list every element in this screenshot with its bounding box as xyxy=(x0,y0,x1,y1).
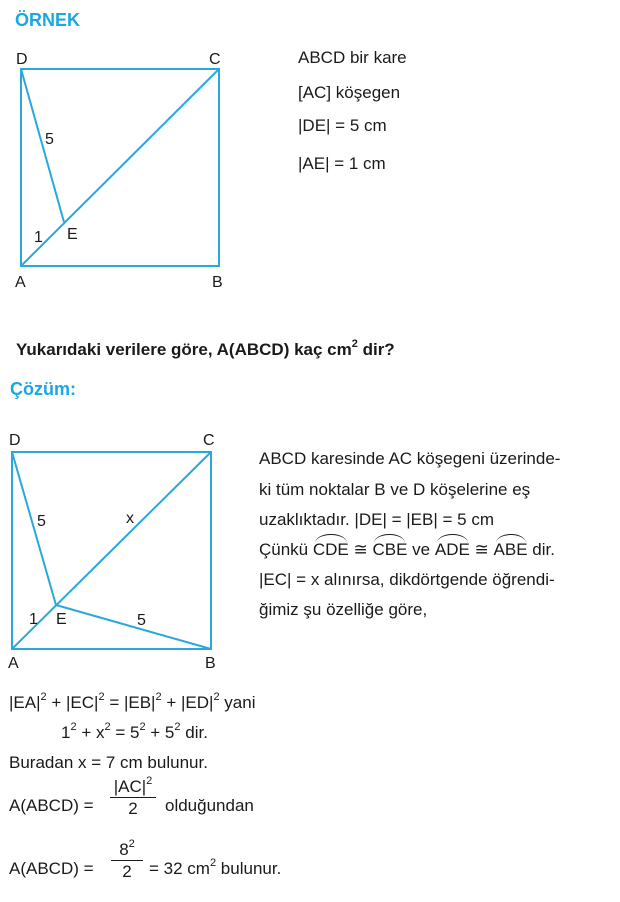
length-eb-label: 5 xyxy=(137,612,146,629)
figure-2-square xyxy=(0,425,250,675)
explanation-line-5: |EC| = x alınırsa, dikdörtgende öğrendi- xyxy=(259,570,555,589)
angle-cbe: CBE xyxy=(372,540,408,559)
segment-de xyxy=(12,452,56,605)
explanation-line-4: Çünkü CDE ≅ CBE ve ADE ≅ ABE dir. xyxy=(259,540,555,559)
equation-substitution: $1^2 + x^2 = 5^2 + 5^2$ dir. xyxy=(61,721,208,742)
equation-result-x: Buradan x = 7 cm bulunur. xyxy=(9,753,208,772)
diagonal-ac xyxy=(12,452,211,649)
length-ae-label: 1 xyxy=(29,611,38,628)
area-result-fraction: $8^2$ 2 xyxy=(111,840,143,883)
vertex-b-label: B xyxy=(205,655,216,672)
vertex-d-label: D xyxy=(9,432,21,449)
length-de-label: 5 xyxy=(37,513,46,530)
vertex-c-label: C xyxy=(209,51,221,68)
area-formula-lhs: A(ABCD) = xyxy=(9,796,94,815)
vertex-d-label: D xyxy=(16,51,28,68)
area-result-lhs: A(ABCD) = xyxy=(9,859,94,878)
given-line-4: |AE| = 1 cm xyxy=(298,154,386,173)
length-ae-label: 1 xyxy=(34,229,43,246)
figure-1-square xyxy=(0,40,250,300)
area-result-rhs: = 32 $cm^2$ bulunur. xyxy=(149,857,282,878)
explanation-line-6: ğimiz şu özelliğe göre, xyxy=(259,600,428,619)
angle-abe: ABE xyxy=(493,540,528,559)
vertex-a-label: A xyxy=(15,274,26,291)
question-text: Yukarıdaki verilere göre, A(ABCD) kaç $cm^2$ dir? xyxy=(16,338,395,359)
vertex-c-label: C xyxy=(203,432,215,449)
area-formula-suffix: olduğundan xyxy=(165,796,254,815)
vertex-a-label: A xyxy=(8,655,19,672)
length-de-label: 5 xyxy=(45,131,54,148)
area-formula-fraction: $|AC|^2$ 2 xyxy=(110,777,156,820)
segment-de xyxy=(21,69,64,222)
angle-ade: ADE xyxy=(434,540,470,559)
length-ec-label: x xyxy=(126,510,134,527)
example-header: ÖRNEK xyxy=(15,10,81,30)
given-line-3: |DE| = 5 cm xyxy=(298,116,387,135)
vertex-b-label: B xyxy=(212,274,223,291)
point-e-label: E xyxy=(67,226,78,243)
given-line-2: [AC] köşegen xyxy=(298,83,401,102)
solution-header: Çözüm: xyxy=(10,379,76,399)
explanation-line-1: ABCD karesinde AC köşegeni üzerinde- xyxy=(259,449,561,468)
explanation-line-2: ki tüm noktalar B ve D köşelerine eş xyxy=(259,480,531,499)
equation-pythagoras: $|EA|^2 + |EC|^2 = |EB|^2 + |ED|^2$ yani xyxy=(9,691,256,712)
angle-cde: CDE xyxy=(312,540,349,559)
given-line-1: ABCD bir kare xyxy=(298,48,407,67)
diagonal-ac xyxy=(21,69,219,266)
point-e-label: E xyxy=(56,611,67,628)
segment-eb xyxy=(56,605,211,649)
explanation-line-3: uzaklıktadır. |DE| = |EB| = 5 cm xyxy=(259,510,494,529)
